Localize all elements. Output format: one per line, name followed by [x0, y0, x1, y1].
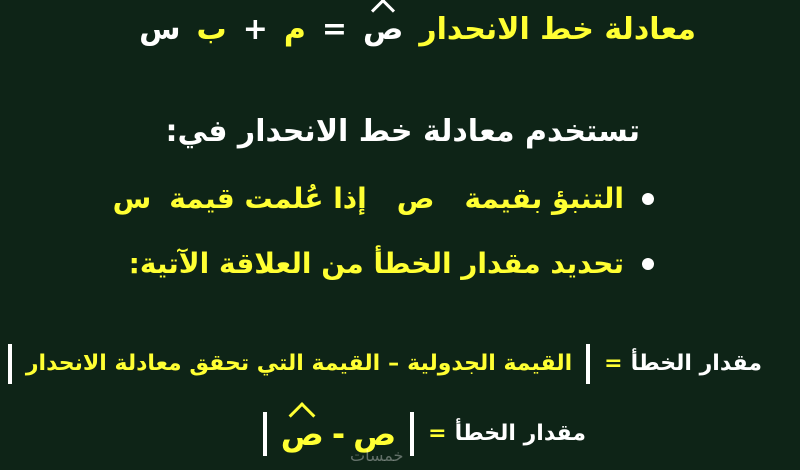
bullet-1-part1: التنبؤ بقيمة — [464, 182, 624, 215]
abs-bar-right — [263, 412, 267, 456]
formula-2-minus: - — [331, 415, 346, 453]
error-formula-symbols — [257, 412, 586, 456]
abs-bar-left — [586, 344, 590, 384]
error-formula-words — [2, 344, 762, 384]
bullet-dot-icon — [642, 193, 654, 205]
variable-x: س — [139, 12, 181, 47]
formula-2-equals: = — [428, 421, 447, 446]
intro-text: تستخدم معادلة خط الانحدار في: — [165, 114, 640, 149]
formula-2-label: مقدار الخطأ — [454, 421, 586, 446]
bullet-error — [129, 242, 654, 286]
title-label: معادلة خط الانحدار — [419, 12, 696, 47]
bullet-1-part2: إذا عُلمت قيمة — [169, 182, 367, 215]
plus-sign: + — [242, 12, 268, 47]
formula-2-y: ص — [353, 415, 397, 453]
title-equation — [139, 6, 696, 54]
equals-sign: = — [321, 12, 347, 47]
watermark-logo: خمسات — [350, 446, 404, 465]
slope-b: ب — [196, 12, 227, 47]
formula-2-y-hat: ص — [280, 415, 324, 453]
formula-1-equals: = — [604, 351, 623, 376]
bullet-dot-icon — [642, 258, 654, 270]
formula-1-tabular: القيمة الجدولية — [407, 351, 573, 376]
bullet-prediction — [113, 177, 654, 221]
abs-bar-right — [8, 344, 12, 384]
formula-1-label: مقدار الخطأ — [630, 351, 762, 376]
bullet-2-text: تحديد مقدار الخطأ من العلاقة الآتية: — [128, 247, 624, 280]
y-hat-symbol: ص — [363, 6, 403, 54]
abs-bar-left — [410, 412, 414, 456]
bullet-1-y: ص — [396, 182, 435, 215]
formula-1-fitted: القيمة التي تحقق معادلة الانحدار — [25, 351, 381, 376]
constant-a: م — [283, 12, 306, 47]
bullet-1-x: س — [112, 182, 152, 215]
formula-1-minus: – — [388, 351, 400, 376]
